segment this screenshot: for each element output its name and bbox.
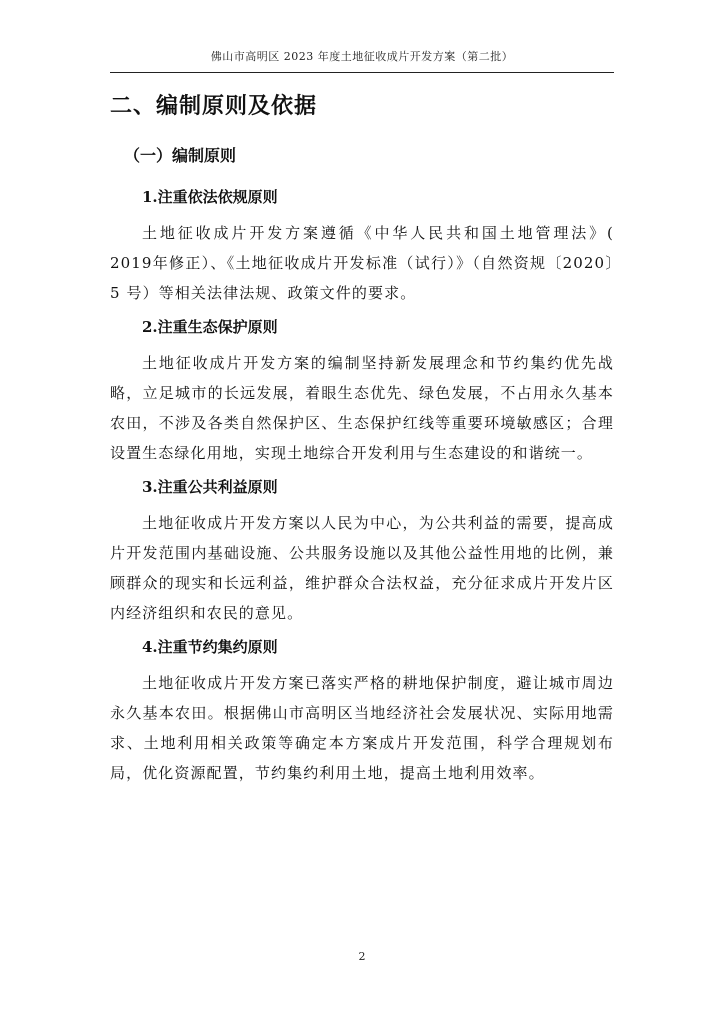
running-header: 佛山市高明区 2023 年度土地征收成片开发方案（第二批） <box>210 50 514 63</box>
header-rule <box>110 72 614 73</box>
page-number: 2 <box>358 950 366 963</box>
principle-paragraph-public-interest: 土地征收成片开发方案以人民为中心，为公共利益的需要，提高成片开发范围内基础设施、公共服务设施以及其他公益性用地的比例，兼顾群众的现实和长远利益，维护群众合法权益，充分征求成片开发片区内经济组织和农民的意见。 <box>110 514 614 622</box>
principle-paragraph-land-saving: 土地征收成片开发方案已落实严格的耕地保护制度，避让城市周边永久基本农田。根据佛山市高明区当地经济社会发展状况、实际用地需求、土地利用相关政策等确定本方案成片开发范围，科学合理规划布局，优化资源配置，节约集约利用土地，提高土地利用效率。 <box>110 674 614 782</box>
section-heading: （一）编制原则 <box>124 146 237 165</box>
principle-heading-legal: 1.注重依法依规原则 <box>142 188 278 206</box>
document-body <box>110 88 614 788</box>
principle-heading-public-interest: 3.注重公共利益原则 <box>142 478 278 496</box>
principle-paragraph-ecology: 土地征收成片开发方案的编制坚持新发展理念和节约集约优先战略，立足城市的长远发展，着眼生态优先、绿色发展，不占用永久基本农田，不涉及各类自然保护区、生态保护红线等重要环境敏感区；合理设置生态绿化用地，实现土地综合开发利用与生态建设的和谐统一。 <box>110 354 614 462</box>
principle-paragraph-legal: 土地征收成片开发方案遵循《中华人民共和国土地管理法》( 2019年修正）、《土地征收成片开发标准（试行）》（自然资规〔2020〕5 号）等相关法律法规、政策文件的要求。 <box>110 224 614 302</box>
chapter-heading: 二、编制原则及依据 <box>110 93 318 119</box>
principle-heading-land-saving: 4.注重节约集约原则 <box>142 638 278 656</box>
principle-heading-ecology: 2.注重生态保护原则 <box>142 318 278 336</box>
